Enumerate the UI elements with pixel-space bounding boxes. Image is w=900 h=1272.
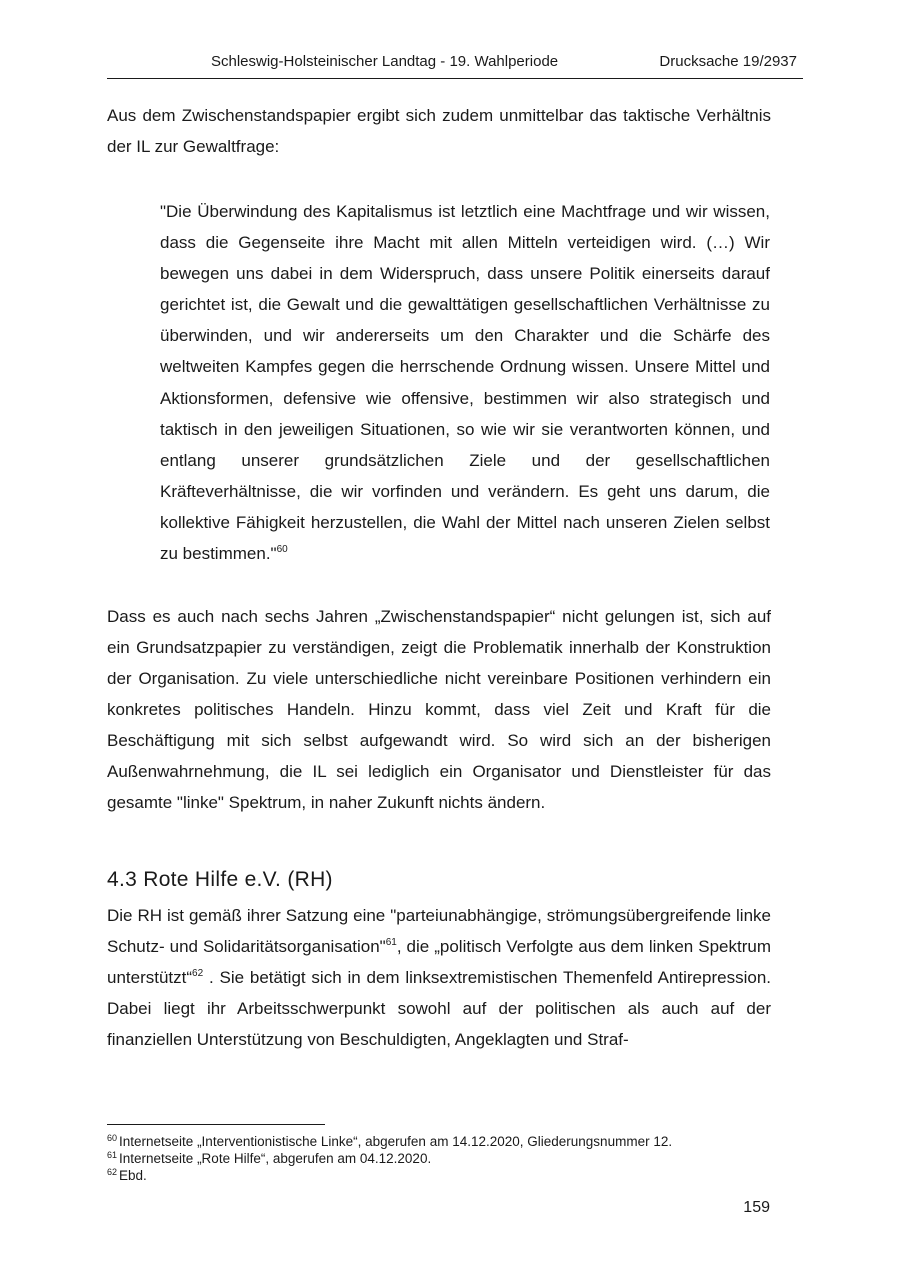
- footnote-number: 60: [107, 1133, 118, 1143]
- footnote-text: Internetseite „Interventionistische Linke“, abgerufen am 14.12.2020, Gliederungsnummer 12.: [119, 1134, 673, 1149]
- rote-hilfe-paragraph: [107, 900, 771, 1055]
- page-header: [107, 52, 803, 79]
- footnote-ref-61[interactable]: 61: [385, 937, 397, 948]
- footnote-divider: [107, 1124, 325, 1125]
- rh-text-part-3: . Sie betätigt sich in dem linksextremistischen Themenfeld Antirepression. Dabei liegt ihr Arbeitsschwerpunkt sowohl auf der politischen als auch auf der finanziellen Unterstützung von Beschuldigten, Angeklagten und Straf-: [107, 968, 771, 1049]
- quote-text: "Die Überwindung des Kapitalismus ist letztlich eine Machtfrage und wir wissen, dass die Gegenseite ihre Macht mit allen Mitteln verteidigen wird. (…) Wir bewegen uns dabei in dem Widerspruch, dass unsere Politik einerseits darauf gerichtet ist, die Gewalt und die gewalttätigen gesellschaftlichen Verhältnisse zu überwinden, und wir andererseits um den Charakter und die Schärfe des weltweiten Kampfes gegen die herrschende Ordnung wissen. Unsere Mittel und Aktionsformen, defensive wie offensive, bestimmen wir also strategisch und taktisch in den jeweiligen Situationen, so wie wir sie verantworten können, und entlang unserer grundsätzlichen Ziele und der gesellschaftlichen Kräfteverhältnisse, die wir vorfinden und verändern. Es geht uns darum, die kollektive Fähigkeit herzustellen, die Wahl der Mittel nach unseren Zielen selbst zu bestimmen.": [160, 202, 770, 564]
- footnote-text: Internetseite „Rote Hilfe“, abgerufen am 04.12.2020.: [119, 1151, 432, 1166]
- footnote-60: [107, 1133, 787, 1150]
- intro-paragraph: Aus dem Zwischenstandspapier ergibt sich zudem unmittelbar das taktische Verhältnis der IL zur Gewaltfrage:: [107, 106, 771, 156]
- footnote-62: [107, 1167, 787, 1184]
- footnotes: [107, 1133, 787, 1184]
- block-quote: [160, 196, 770, 569]
- rh-text-part-1: Die RH ist gemäß ihrer Satzung eine "parteiunabhängige, strömungsübergreifende linke Schutz- und Solidaritätsorganisation": [107, 906, 771, 956]
- section-heading: 4.3 Rote Hilfe e.V. (RH): [107, 868, 333, 891]
- page-number: 159: [743, 1199, 770, 1216]
- footnote-number: 61: [107, 1150, 118, 1160]
- document-number: Drucksache 19/2937: [659, 53, 797, 70]
- footnote-ref-60[interactable]: 60: [276, 544, 288, 556]
- footnote-ref-62[interactable]: 62: [192, 968, 204, 979]
- header-title: Schleswig-Holsteinischer Landtag - 19. Wahlperiode: [211, 53, 559, 70]
- footnote-text: Ebd.: [119, 1168, 147, 1183]
- footnote-61: [107, 1150, 787, 1167]
- footnote-number: 62: [107, 1167, 118, 1177]
- body-paragraph-2: Dass es auch nach sechs Jahren „Zwischenstandspapier“ nicht gelungen ist, sich auf ein Grundsatzpapier zu verständigen, zeigt die Problematik innerhalb der Konstruktion der Organisation. Zu viele unterschiedliche nicht vereinbare Positionen verhindern ein konkretes politisches Handeln. Hinzu kommt, dass viel Zeit und Kraft für die Beschäftigung mit sich selbst aufgewandt wird. So wird sich an der bisherigen Außenwahrnehmung, die IL sei lediglich ein Organisator und Dienstleister für das gesamte "linke" Spektrum, in naher Zukunft nichts ändern.: [107, 607, 771, 812]
- rh-text-part-2: , die „politisch Verfolgte aus dem linken Spektrum unterstützt“: [107, 937, 771, 987]
